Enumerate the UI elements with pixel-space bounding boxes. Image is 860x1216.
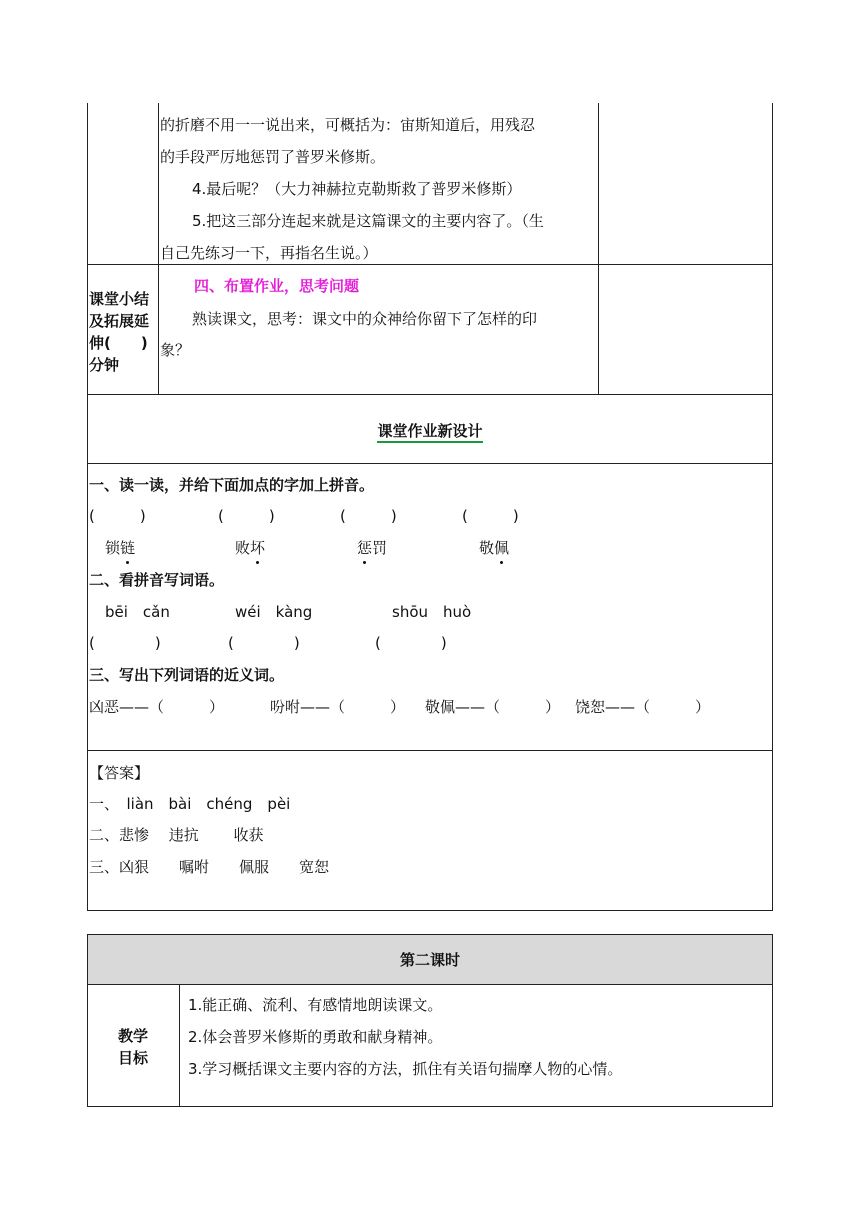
pinyin: wéi kàng (235, 603, 313, 621)
dotted-word (105, 538, 135, 558)
goal-label-line: 教学 (117, 1027, 148, 1045)
procedure-line: 4.最后呢？（大力神赫拉克勒斯救了普罗米修斯） (192, 180, 522, 198)
answer-line: 二、悲惨 违抗 收获 (89, 826, 264, 844)
word-char: 罚 (372, 539, 388, 557)
box-border (87, 394, 88, 911)
answer-line: 三、凶狠 嘱咐 佩服 宽恕 (89, 858, 330, 876)
table-border (158, 103, 159, 395)
word-char: 锁 (105, 539, 121, 557)
dotted-char: 惩 (357, 539, 373, 557)
box-border (87, 463, 773, 464)
dotted-char: 佩 (494, 539, 510, 557)
table-border (87, 394, 773, 395)
box-border (772, 394, 773, 911)
box-border (87, 750, 773, 751)
table-border (598, 103, 599, 395)
word-char: 败 (235, 539, 251, 557)
summary-label-line: 及拓展延 (89, 312, 150, 330)
homework-heading: 四、布置作业，思考问题 (194, 277, 360, 295)
lesson-2-header: 第二课时 (399, 951, 460, 969)
table-border (87, 103, 88, 395)
summary-label-line: 分钟 (89, 356, 120, 374)
answers-title: 【答案】 (89, 764, 150, 782)
dotted-char: 链 (120, 539, 136, 557)
table-border (87, 1106, 773, 1107)
procedure-line: 的手段严厉地惩罚了普罗米修斯。 (160, 148, 386, 166)
goal-item: 2.体会普罗米修斯的勇敢和献身精神。 (188, 1028, 443, 1046)
procedure-line: 的折磨不用一一说出来，可概括为：宙斯知道后，用残忍 (160, 116, 536, 134)
exercise-title-text: 课堂作业新设计 (377, 422, 482, 443)
answer-bracket: ( ) (462, 507, 519, 525)
answer-bracket: ( ) (228, 634, 300, 652)
homework-line: 象？ (160, 341, 191, 359)
goal-item: 3.学习概括课文主要内容的方法，抓住有关语句揣摩人物的心情。 (188, 1060, 623, 1078)
synonym-item: 饶恕——（ ） (575, 698, 711, 716)
exercise-title (0, 421, 860, 441)
synonym-item: 敬佩——（ ） (425, 698, 561, 716)
table-border (87, 984, 773, 985)
word-char: 敬 (479, 539, 495, 557)
question-1-title: 一、读一读，并给下面加点的字加上拼音。 (89, 476, 375, 494)
summary-label-line: 课堂小结 (89, 290, 150, 308)
procedure-line: 自己先练习一下，再指名生说。） (160, 244, 378, 262)
homework-line: 熟读课文，思考：课文中的众神给你留下了怎样的印 (192, 310, 538, 328)
dotted-word (235, 538, 265, 558)
question-2-title: 二、看拼音写词语。 (89, 571, 225, 589)
answer-bracket: ( ) (89, 634, 161, 652)
goal-item: 1.能正确、流利、有感情地朗读课文。 (188, 996, 443, 1014)
synonym-item: 凶恶——（ ） (89, 698, 225, 716)
dotted-word (479, 538, 509, 558)
answer-bracket: ( ) (218, 507, 275, 525)
box-border (87, 910, 773, 911)
answer-bracket: ( ) (375, 634, 447, 652)
table-border (179, 984, 180, 1107)
synonym-item: 吩咐——（ ） (270, 698, 406, 716)
answer-bracket: ( ) (340, 507, 397, 525)
pinyin: bēi cǎn (105, 603, 170, 621)
question-3-title: 三、写出下列词语的近义词。 (89, 666, 285, 684)
table-border (87, 264, 773, 265)
dotted-word (357, 538, 387, 558)
answer-bracket: ( ) (89, 507, 146, 525)
dotted-char: 坏 (250, 539, 266, 557)
procedure-line: 5.把这三部分连起来就是这篇课文的主要内容了。（生 (192, 212, 544, 230)
table-border (87, 934, 773, 935)
goal-label-line: 目标 (117, 1049, 148, 1067)
pinyin: shōu huò (392, 603, 472, 621)
answer-line: 一、 liàn bài chéng pèi (89, 795, 291, 813)
table-border (772, 103, 773, 395)
summary-label-line: 伸( ) (89, 334, 148, 352)
